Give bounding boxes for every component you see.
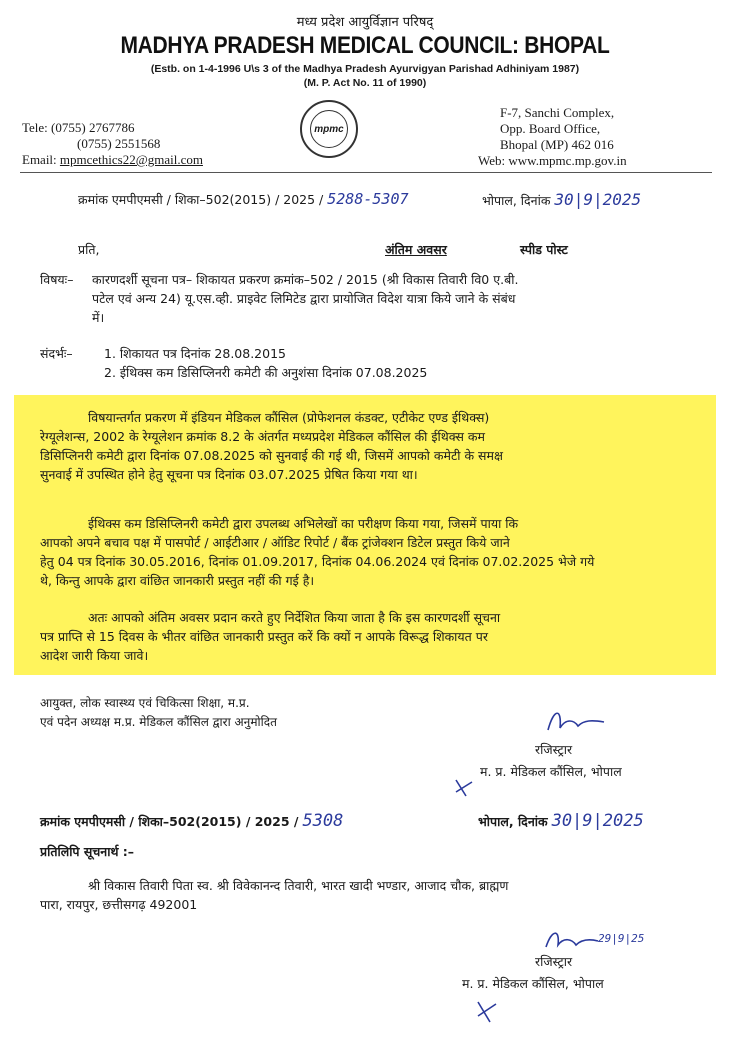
p2-line-3: हेतु 04 पत्र दिनांक 30.05.2016, दिनांक 01.09.2017, दिनांक 04.06.2024 एवं दिनांक 07.02.2025 भेजे गये [40, 554, 595, 569]
tele-1: Tele: (0755) 2767786 [22, 120, 135, 135]
p2-line-4: थे, किन्तु आपके द्वारा वांछित जानकारी प्रस्तुत नहीं की गई है। [40, 573, 315, 588]
initial-mark-1 [452, 776, 478, 800]
speed-post-label: स्पीड पोस्ट [520, 242, 568, 257]
reference-items [104, 344, 427, 382]
reference-number-line [78, 190, 409, 209]
signature-2-scribble [540, 925, 600, 955]
web-row [478, 153, 627, 169]
place-date-label: भोपाल, दिनांक [482, 193, 551, 208]
copy-label: प्रतिलिपि सूचनार्थ :– [40, 844, 135, 859]
place-date-line [482, 190, 641, 210]
subject-label: विषयः– [40, 272, 74, 287]
handwritten-letter-number-2: 5308 [302, 811, 344, 831]
establishment-line: (Estb. on 1-4-1996 U\s 3 of the Madhya Pradesh Ayurvigyan Parishad Adhiniyam 1987) [150, 63, 580, 75]
body-paragraph-2 [40, 514, 706, 590]
reference-item-1: 1. शिकायत पत्र दिनांक 28.08.2015 [104, 346, 286, 361]
subject-line-2: पटेल एवं अन्य 24) यू.एस.व्ही. प्राइवेट लिमिटेड द्वारा प्रायोजित विदेश यात्रा किये जाने के संबंध [92, 291, 516, 306]
subject-line-1: कारणदर्शी सूचना पत्र– शिकायत प्रकरण क्रमांक–502 / 2015 (श्री विकास तिवारी वि0 ए.बी. [92, 272, 519, 287]
p1-line-1: विषयान्तर्गत प्रकरण में इंडियन मेडिकल कौंसिल (प्रोफेशनल कंडक्ट, एटीकेट एण्ड ईथिक्स) [88, 410, 490, 425]
subject-line-3: में। [92, 310, 105, 325]
logo-emblem [310, 110, 348, 148]
letter-number: क्रमांक एमपीएमसी / शिका–502(2015) / 2025 / [78, 192, 324, 207]
copy-line-2: पारा, रायपुर, छत्तीसगढ़ 492001 [40, 897, 198, 912]
p1-line-4: सुनवाई में उपस्थित होने हेतु सूचना पत्र दिनांक 03.07.2025 प्रेषित किया गया था। [40, 467, 418, 482]
place-date-line-2 [478, 812, 644, 831]
p3-line-3: आदेश जारी किया जावे। [40, 648, 149, 663]
signature-1-org: म. प्र. मेडिकल कौंसिल, भोपाल [480, 764, 622, 779]
signature-1-title: रजिस्ट्रार [535, 742, 573, 757]
p3-line-2: पत्र प्राप्ति से 15 दिवस के भीतर वांछित जानकारी प्रस्तुत करें कि क्यों न आपके विरूद्ध शिकायत पर [40, 629, 488, 644]
signature-2-handwritten-date: 29|9|25 [598, 932, 645, 945]
approval-line-2: एवं पदेन अध्यक्ष म.प्र. मेडिकल कौंसिल द्वारा अनुमोदित [40, 715, 277, 729]
place-date-label-2: भोपाल, दिनांक [478, 814, 548, 829]
web-link[interactable]: www.mpmc.mp.gov.in [508, 153, 627, 168]
prati-label: प्रति, [78, 242, 100, 257]
approval-block [40, 694, 277, 732]
p1-line-2: रेग्यूलेशन्स, 2002 के रेग्यूलेशन क्रमांक 8.2 के अंतर्गत मध्यप्रदेश मेडिकल कौंसिल की ईथिक्स कम [40, 429, 485, 444]
handwritten-date-2: 30|9|2025 [551, 811, 644, 831]
copy-recipient [40, 876, 700, 914]
council-logo [300, 100, 358, 158]
council-hindi-title: मध्य प्रदेश आयुर्विज्ञान परिषद् [296, 15, 434, 30]
address-line-1: F-7, Sanchi Complex, [500, 105, 615, 120]
signature-1-scribble [540, 702, 610, 742]
letter-number-2: क्रमांक एमपीएमसी / शिका–502(2015) / 2025 / [40, 814, 299, 829]
signature-2-org: म. प्र. मेडिकल कौंसिल, भोपाल [462, 976, 604, 991]
email-row [22, 152, 203, 168]
act-line: (M. P. Act No. 11 of 1990) [303, 77, 427, 89]
address-line-2: Opp. Board Office, [500, 121, 601, 136]
web-label: Web: [478, 153, 506, 168]
signature-2-title: रजिस्ट्रार [535, 954, 573, 969]
initial-mark-2 [474, 996, 502, 1026]
email-label: Email: [22, 152, 57, 167]
p2-line-1: ईथिक्स कम डिसिप्लिनरी कमेटी द्वारा उपलब्ध अभिलेखों का परीक्षण किया गया, जिसमें पाया कि [88, 516, 519, 531]
final-chance-label: अंतिम अवसर [385, 242, 447, 257]
handwritten-letter-number: 5288-5307 [327, 190, 409, 208]
logo-text: mpmc [314, 123, 344, 135]
tele-2: (0755) 2551568 [77, 136, 161, 151]
council-english-title: MADHYA PRADESH MEDICAL COUNCIL: BHOPAL [120, 32, 610, 59]
contact-block [22, 120, 203, 168]
reference-item-2: 2. ईथिक्स कम डिसिप्लिनरी कमेटी की अनुशंसा दिनांक 07.08.2025 [104, 365, 428, 380]
email-link[interactable]: mpmcethics22@gmail.com [59, 152, 203, 167]
header-divider [20, 172, 712, 173]
p3-line-1: अतः आपको अंतिम अवसर प्रदान करते हुए निर्देशित किया जाता है कि इस कारणदर्शी सूचना [88, 610, 501, 625]
body-paragraph-3 [40, 608, 706, 665]
copy-line-1: श्री विकास तिवारी पिता स्व. श्री विवेकानन्द तिवारी, भारत खादी भण्डार, आजाद चौक, ब्राह्मण [88, 878, 509, 893]
reference-number-line-2 [40, 812, 343, 831]
handwritten-date: 30|9|2025 [554, 190, 642, 209]
p2-line-2: आपको अपने बचाव पक्ष में पासपोर्ट / आईटीआर / ऑडिट रिपोर्ट / बैंक ट्रांजेक्शन डिटेल प्रस्तुत किये जाने [40, 535, 510, 550]
approval-line-1: आयुक्त, लोक स्वास्थ्य एवं चिकित्सा शिक्षा, म.प्र. [40, 696, 250, 710]
address-line-3: Bhopal (MP) 462 016 [500, 137, 614, 152]
subject-text [92, 270, 712, 327]
reference-label: संदर्भः– [40, 346, 73, 361]
p1-line-3: डिसिप्लिनरी कमेटी द्वारा दिनांक 07.08.2025 को सुनवाई की गई थी, जिसमें आपको कमेटी के समक्ष [40, 448, 503, 463]
body-paragraph-1 [40, 408, 706, 484]
address-block [478, 105, 627, 169]
